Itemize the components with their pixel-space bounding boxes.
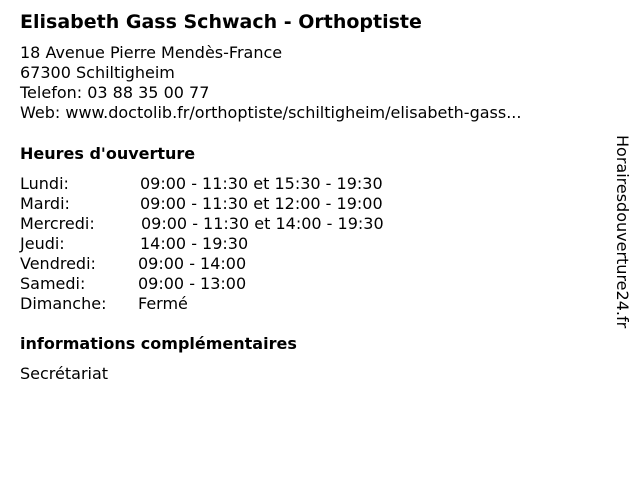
website-link[interactable]: Web: www.doctolib.fr/orthoptiste/schiltigheim/elisabeth-gass...	[20, 103, 522, 122]
day-label: Mercredi:	[20, 214, 95, 233]
site-watermark: Horairesdouverture24.fr	[613, 135, 632, 329]
day-label: Vendredi:	[20, 254, 96, 273]
time-value: 09:00 - 11:30 et 15:30 - 19:30	[140, 174, 383, 193]
street-address: 18 Avenue Pierre Mendès-France	[20, 43, 283, 62]
city-postal-code: 67300 Schiltigheim	[20, 63, 175, 82]
day-label: Samedi:	[20, 274, 86, 293]
address-block	[20, 43, 521, 123]
page-title: Elisabeth Gass Schwach - Orthoptiste	[20, 11, 422, 33]
time-value: Fermé	[138, 294, 188, 313]
day-label: Lundi:	[20, 174, 69, 193]
day-label: Dimanche:	[20, 294, 107, 313]
phone-number: Telefon: 03 88 35 00 77	[20, 83, 210, 102]
info-heading: informations complémentaires	[20, 334, 297, 353]
day-label: Jeudi:	[20, 234, 65, 253]
day-label: Mardi:	[20, 194, 70, 213]
time-value: 09:00 - 11:30 et 12:00 - 19:00	[140, 194, 383, 213]
time-value: 14:00 - 19:30	[140, 234, 249, 253]
time-value: 09:00 - 13:00	[138, 274, 247, 293]
time-value: 09:00 - 11:30 et 14:00 - 19:30	[141, 214, 384, 233]
info-text: Secrétariat	[20, 364, 109, 383]
hours-heading: Heures d'ouverture	[20, 144, 196, 163]
time-value: 09:00 - 14:00	[138, 254, 247, 273]
